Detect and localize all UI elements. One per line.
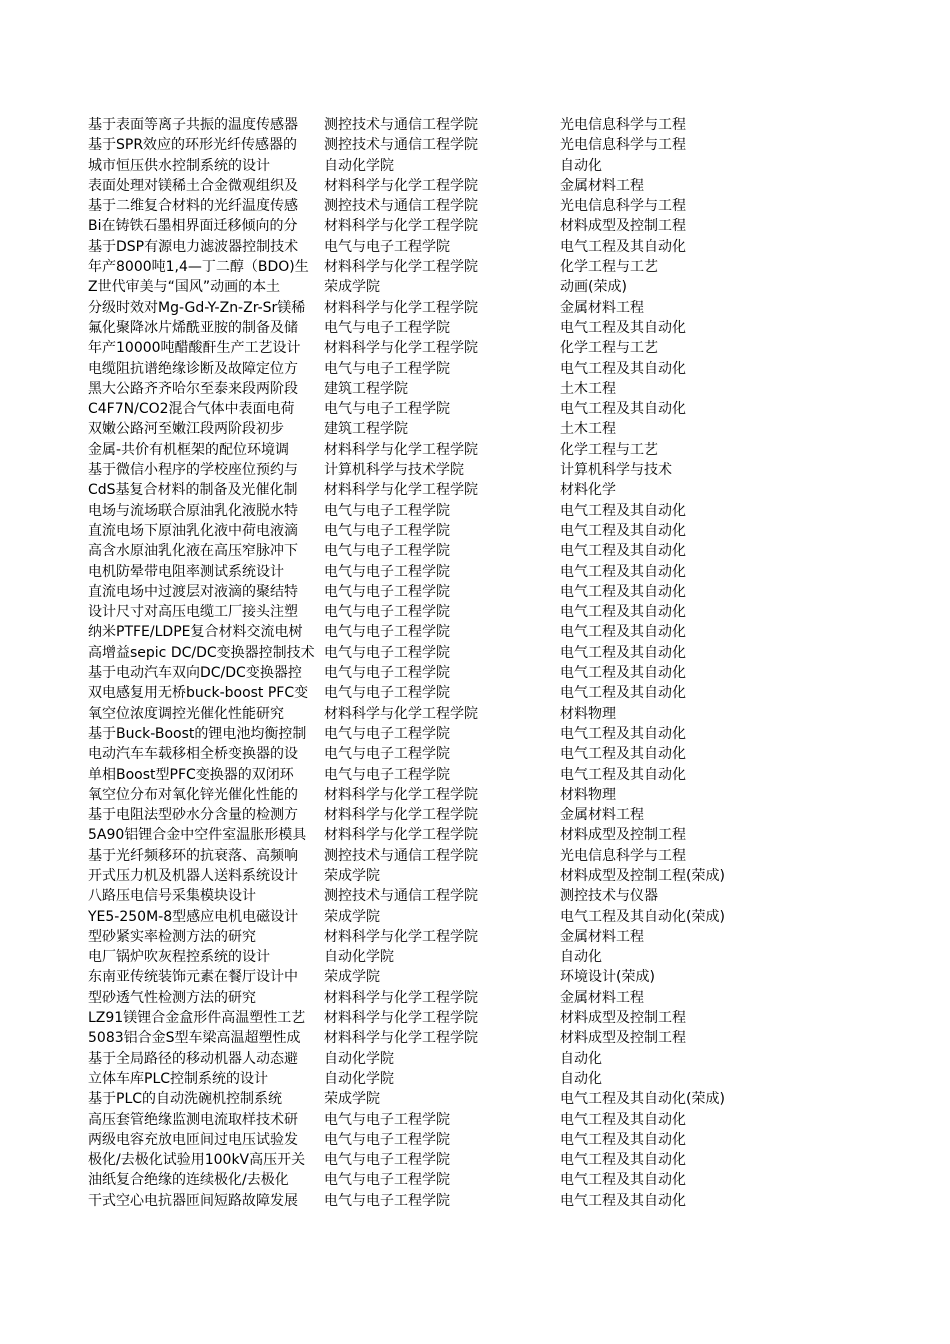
- college-cell: 电气与电子工程学院: [324, 501, 560, 521]
- spreadsheet-table: [88, 115, 868, 1211]
- college-cell: 计算机科学与技术学院: [324, 460, 560, 480]
- college-cell: 材料科学与化学工程学院: [324, 440, 560, 460]
- college-cell: 电气与电子工程学院: [324, 521, 560, 541]
- thesis-title-cell: 纳米PTFE/LDPE复合材料交流电树: [88, 624, 303, 641]
- table-row: [88, 257, 868, 277]
- table-row: [88, 541, 868, 561]
- college-cell: 电气与电子工程学院: [324, 318, 560, 338]
- thesis-title-cell: 5A90铝锂合金中空件室温胀形模具: [88, 827, 307, 844]
- table-row: [88, 622, 868, 642]
- table-row: [88, 704, 868, 724]
- college-cell: 自动化学院: [324, 947, 560, 967]
- major-cell: 光电信息科学与工程: [560, 847, 686, 864]
- major-cell: 电气工程及其自动化: [560, 1111, 686, 1128]
- thesis-title-cell: 年产8000吨1,4—丁二醇（BDO)生: [88, 259, 309, 276]
- major-cell: 电气工程及其自动化: [560, 563, 686, 580]
- thesis-title-cell: 年产10000吨醋酸酐生产工艺设计: [88, 340, 301, 357]
- thesis-title-cell: 立体车库PLC控制系统的设计: [88, 1070, 269, 1087]
- table-row: [88, 460, 868, 480]
- table-row: [88, 825, 868, 845]
- major-cell: 电气工程及其自动化: [560, 766, 686, 783]
- table-row: [88, 1089, 868, 1109]
- thesis-title-cell: 电厂锅炉吹灰程控系统的设计: [88, 949, 270, 966]
- thesis-title-cell: 氧空位分布对氧化锌光催化性能的: [88, 786, 298, 803]
- thesis-title-cell: Z世代审美与“国风”动画的本土: [88, 279, 281, 296]
- thesis-title-cell: 电机防晕带电阻率测试系统设计: [88, 563, 284, 580]
- major-cell: 环境设计(荣成): [560, 969, 655, 986]
- table-row: [88, 562, 868, 582]
- college-cell: 测控技术与通信工程学院: [324, 846, 560, 866]
- table-row: [88, 298, 868, 318]
- table-row: [88, 927, 868, 947]
- thesis-title-cell: 型砂透气性检测方法的研究: [88, 989, 256, 1006]
- thesis-title-cell: 金属-共价有机框架的配位环境调: [88, 441, 290, 458]
- table-row: [88, 602, 868, 622]
- major-cell: 土木工程: [560, 380, 616, 397]
- table-row: [88, 866, 868, 886]
- major-cell: 化学工程与工艺: [560, 259, 658, 276]
- thesis-title-cell: 基于光纤频移环的抗衰落、高频响: [88, 847, 298, 864]
- thesis-title-cell: 极化/去极化试验用100kV高压开关: [88, 1152, 306, 1169]
- table-row: [88, 1130, 868, 1150]
- major-cell: 电气工程及其自动化: [560, 238, 686, 255]
- thesis-title-cell: 双嫩公路河至嫩江段两阶段初步: [88, 421, 284, 438]
- thesis-title-cell: 东南亚传统装饰元素在餐厅设计中: [88, 969, 298, 986]
- college-cell: 材料科学与化学工程学院: [324, 1028, 560, 1048]
- thesis-title-cell: 油纸复合绝缘的连续极化/去极化: [88, 1172, 289, 1189]
- thesis-title-cell: 氧空位浓度调控光催化性能研究: [88, 705, 284, 722]
- thesis-title-cell: CdS基复合材料的制备及光催化制: [88, 482, 298, 499]
- thesis-title-cell: LZ91镁锂合金盒形件高温塑性工艺: [88, 1010, 306, 1027]
- college-cell: 荣成学院: [324, 277, 560, 297]
- college-cell: 电气与电子工程学院: [324, 582, 560, 602]
- thesis-title-cell: 电动汽车车载移相全桥变换器的设: [88, 746, 298, 763]
- college-cell: 电气与电子工程学院: [324, 622, 560, 642]
- thesis-title-cell: 基于微信小程序的学校座位预约与: [88, 462, 298, 479]
- major-cell: 电气工程及其自动化: [560, 644, 686, 661]
- table-row: [88, 663, 868, 683]
- major-cell: 电气工程及其自动化: [560, 1131, 686, 1148]
- major-cell: 电气工程及其自动化(荣成): [560, 1091, 725, 1108]
- thesis-title-cell: 黑大公路齐齐哈尔至泰来段两阶段: [88, 380, 298, 397]
- thesis-title-cell: 双电感复用无桥buck-boost PFC变: [88, 685, 309, 702]
- college-cell: 测控技术与通信工程学院: [324, 196, 560, 216]
- major-cell: 电气工程及其自动化: [560, 522, 686, 539]
- thesis-title-cell: 基于全局路径的移动机器人动态避: [88, 1050, 298, 1067]
- thesis-title-cell: 基于电阻法型砂水分含量的检测方: [88, 807, 298, 824]
- college-cell: 自动化学院: [324, 1069, 560, 1089]
- college-cell: 电气与电子工程学院: [324, 1191, 560, 1211]
- college-cell: 电气与电子工程学院: [324, 1130, 560, 1150]
- major-cell: 电气工程及其自动化: [560, 1172, 686, 1189]
- thesis-title-cell: 型砂紧实率检测方法的研究: [88, 928, 256, 945]
- major-cell: 电气工程及其自动化(荣成): [560, 908, 725, 925]
- major-cell: 电气工程及其自动化: [560, 685, 686, 702]
- major-cell: 自动化: [560, 1070, 602, 1087]
- table-row: [88, 582, 868, 602]
- thesis-title-cell: 氟化聚降冰片烯酰亚胺的制备及储: [88, 319, 298, 336]
- college-cell: 测控技术与通信工程学院: [324, 886, 560, 906]
- college-cell: 电气与电子工程学院: [324, 602, 560, 622]
- major-cell: 化学工程与工艺: [560, 441, 658, 458]
- college-cell: 建筑工程学院: [324, 419, 560, 439]
- thesis-title-cell: 基于二维复合材料的光纤温度传感: [88, 198, 298, 215]
- major-cell: 材料化学: [560, 482, 616, 499]
- thesis-title-cell: 高含水原油乳化液在高压窄脉冲下: [88, 543, 298, 560]
- table-row: [88, 1008, 868, 1028]
- college-cell: 荣成学院: [324, 866, 560, 886]
- college-cell: 电气与电子工程学院: [324, 541, 560, 561]
- major-cell: 材料物理: [560, 705, 616, 722]
- thesis-title-cell: 电缆阻抗谱绝缘诊断及故障定位方: [88, 360, 298, 377]
- table-row: [88, 521, 868, 541]
- table-row: [88, 338, 868, 358]
- table-row: [88, 216, 868, 236]
- thesis-title-cell: 分级时效对Mg-Gd-Y-Zn-Zr-Sr镁稀: [88, 299, 306, 316]
- table-row: [88, 1191, 868, 1211]
- table-row: [88, 1069, 868, 1089]
- college-cell: 测控技术与通信工程学院: [324, 135, 560, 155]
- major-cell: 电气工程及其自动化: [560, 360, 686, 377]
- table-row: [88, 480, 868, 500]
- college-cell: 电气与电子工程学院: [324, 744, 560, 764]
- college-cell: 材料科学与化学工程学院: [324, 257, 560, 277]
- table-row: [88, 379, 868, 399]
- thesis-title-cell: 单相Boost型PFC变换器的双闭环: [88, 766, 294, 783]
- major-cell: 光电信息科学与工程: [560, 198, 686, 215]
- thesis-title-cell: 干式空心电抗器匝间短路故障发展: [88, 1192, 298, 1209]
- thesis-title-cell: 设计尺寸对高压电缆工厂接头注塑: [88, 604, 298, 621]
- table-row: [88, 886, 868, 906]
- major-cell: 电气工程及其自动化: [560, 624, 686, 641]
- college-cell: 自动化学院: [324, 156, 560, 176]
- college-cell: 电气与电子工程学院: [324, 683, 560, 703]
- college-cell: 电气与电子工程学院: [324, 765, 560, 785]
- major-cell: 电气工程及其自动化: [560, 725, 686, 742]
- table-row: [88, 359, 868, 379]
- table-row: [88, 1028, 868, 1048]
- major-cell: 电气工程及其自动化: [560, 319, 686, 336]
- table-row: [88, 115, 868, 135]
- college-cell: 荣成学院: [324, 1089, 560, 1109]
- table-row: [88, 846, 868, 866]
- college-cell: 电气与电子工程学院: [324, 399, 560, 419]
- major-cell: 电气工程及其自动化: [560, 604, 686, 621]
- college-cell: 建筑工程学院: [324, 379, 560, 399]
- college-cell: 材料科学与化学工程学院: [324, 176, 560, 196]
- college-cell: 材料科学与化学工程学院: [324, 704, 560, 724]
- major-cell: 电气工程及其自动化: [560, 1192, 686, 1209]
- thesis-title-cell: 基于DSP有源电力滤波器控制技术: [88, 238, 299, 255]
- table-row: [88, 988, 868, 1008]
- table-row: [88, 1110, 868, 1130]
- thesis-title-cell: 基于PLC的自动洗碗机控制系统: [88, 1091, 283, 1108]
- table-row: [88, 176, 868, 196]
- major-cell: 光电信息科学与工程: [560, 137, 686, 154]
- college-cell: 电气与电子工程学院: [324, 562, 560, 582]
- major-cell: 测控技术与仪器: [560, 888, 658, 905]
- table-row: [88, 785, 868, 805]
- major-cell: 材料成型及控制工程: [560, 1010, 686, 1027]
- table-row: [88, 237, 868, 257]
- major-cell: 金属材料工程: [560, 989, 644, 1006]
- table-row: [88, 135, 868, 155]
- major-cell: 金属材料工程: [560, 177, 644, 194]
- college-cell: 电气与电子工程学院: [324, 359, 560, 379]
- thesis-title-cell: 基于电动汽车双向DC/DC变换器控: [88, 665, 302, 682]
- college-cell: 材料科学与化学工程学院: [324, 927, 560, 947]
- major-cell: 金属材料工程: [560, 928, 644, 945]
- table-row: [88, 683, 868, 703]
- thesis-title-cell: 基于Buck-Boost的锂电池均衡控制: [88, 725, 307, 742]
- thesis-title-cell: 八路压电信号采集模块设计: [88, 888, 256, 905]
- major-cell: 电气工程及其自动化: [560, 1152, 686, 1169]
- thesis-title-cell: 城市恒压供水控制系统的设计: [88, 157, 270, 174]
- college-cell: 材料科学与化学工程学院: [324, 1008, 560, 1028]
- thesis-title-cell: 基于表面等离子共振的温度传感器: [88, 117, 298, 133]
- college-cell: 材料科学与化学工程学院: [324, 805, 560, 825]
- major-cell: 自动化: [560, 1050, 602, 1067]
- table-row: [88, 399, 868, 419]
- major-cell: 材料物理: [560, 786, 616, 803]
- college-cell: 材料科学与化学工程学院: [324, 785, 560, 805]
- table-row: [88, 277, 868, 297]
- college-cell: 自动化学院: [324, 1049, 560, 1069]
- table-row: [88, 643, 868, 663]
- table-row: [88, 765, 868, 785]
- thesis-title-cell: C4F7N/CO2混合气体中表面电荷: [88, 401, 295, 418]
- thesis-title-cell: YE5-250M-8型感应电机电磁设计: [88, 908, 299, 925]
- college-cell: 测控技术与通信工程学院: [324, 115, 560, 135]
- major-cell: 计算机科学与技术: [560, 462, 672, 479]
- college-cell: 电气与电子工程学院: [324, 724, 560, 744]
- table-row: [88, 947, 868, 967]
- table-row: [88, 1170, 868, 1190]
- thesis-title-cell: 两级电容充放电匝间过电压试验发: [88, 1131, 298, 1148]
- major-cell: 土木工程: [560, 421, 616, 438]
- major-cell: 化学工程与工艺: [560, 340, 658, 357]
- college-cell: 荣成学院: [324, 967, 560, 987]
- college-cell: 材料科学与化学工程学院: [324, 338, 560, 358]
- thesis-title-cell: Bi在铸铁石墨相界面迁移倾向的分: [88, 218, 298, 235]
- major-cell: 电气工程及其自动化: [560, 502, 686, 519]
- major-cell: 自动化: [560, 157, 602, 174]
- major-cell: 材料成型及控制工程(荣成): [560, 867, 725, 884]
- major-cell: 电气工程及其自动化: [560, 665, 686, 682]
- major-cell: 材料成型及控制工程: [560, 218, 686, 235]
- major-cell: 金属材料工程: [560, 807, 644, 824]
- table-row: [88, 724, 868, 744]
- thesis-title-cell: 开式压力机及机器人送料系统设计: [88, 867, 298, 884]
- table-row: [88, 967, 868, 987]
- major-cell: 光电信息科学与工程: [560, 117, 686, 133]
- college-cell: 电气与电子工程学院: [324, 237, 560, 257]
- table-row: [88, 744, 868, 764]
- thesis-title-cell: 直流电场下原油乳化液中荷电液滴: [88, 522, 298, 539]
- table-row: [88, 1049, 868, 1069]
- college-cell: 电气与电子工程学院: [324, 1150, 560, 1170]
- college-cell: 材料科学与化学工程学院: [324, 298, 560, 318]
- thesis-title-cell: 5083铝合金S型车梁高温超塑性成: [88, 1030, 301, 1047]
- thesis-title-cell: 表面处理对镁稀土合金微观组织及: [88, 177, 298, 194]
- college-cell: 材料科学与化学工程学院: [324, 988, 560, 1008]
- major-cell: 金属材料工程: [560, 299, 644, 316]
- college-cell: 材料科学与化学工程学院: [324, 480, 560, 500]
- college-cell: 荣成学院: [324, 907, 560, 927]
- table-row: [88, 501, 868, 521]
- college-cell: 电气与电子工程学院: [324, 643, 560, 663]
- major-cell: 材料成型及控制工程: [560, 827, 686, 844]
- table-row: [88, 440, 868, 460]
- college-cell: 材料科学与化学工程学院: [324, 825, 560, 845]
- college-cell: 材料科学与化学工程学院: [324, 216, 560, 236]
- college-cell: 电气与电子工程学院: [324, 1110, 560, 1130]
- table-row: [88, 196, 868, 216]
- table-row: [88, 907, 868, 927]
- major-cell: 电气工程及其自动化: [560, 401, 686, 418]
- major-cell: 电气工程及其自动化: [560, 746, 686, 763]
- major-cell: 电气工程及其自动化: [560, 583, 686, 600]
- table-row: [88, 419, 868, 439]
- major-cell: 自动化: [560, 949, 602, 966]
- thesis-title-cell: 高压套管绝缘监测电流取样技术研: [88, 1111, 298, 1128]
- thesis-title-cell: 基于SPR效应的环形光纤传感器的: [88, 137, 298, 154]
- thesis-title-cell: 直流电场中过渡层对液滴的聚结特: [88, 583, 298, 600]
- thesis-title-cell: 高增益sepic DC/DC变换器控制技术: [88, 644, 315, 661]
- college-cell: 电气与电子工程学院: [324, 663, 560, 683]
- major-cell: 电气工程及其自动化: [560, 543, 686, 560]
- table-row: [88, 156, 868, 176]
- table-row: [88, 805, 868, 825]
- major-cell: 动画(荣成): [560, 279, 627, 296]
- table-row: [88, 318, 868, 338]
- thesis-title-cell: 电场与流场联合原油乳化液脱水特: [88, 502, 298, 519]
- college-cell: 电气与电子工程学院: [324, 1170, 560, 1190]
- major-cell: 材料成型及控制工程: [560, 1030, 686, 1047]
- table-row: [88, 1150, 868, 1170]
